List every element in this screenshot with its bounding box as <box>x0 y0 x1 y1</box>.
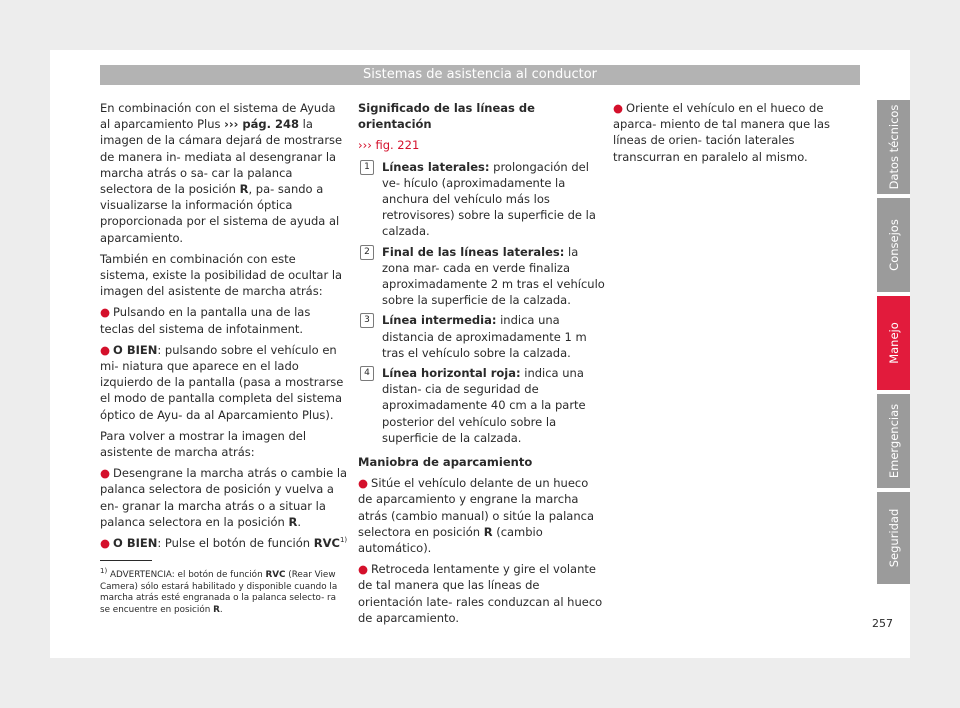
paragraph-show-image: Para volver a mostrar la imagen del asistente de marcha atrás: <box>100 428 307 460</box>
column-1 <box>100 100 348 556</box>
bullet-icon: ● <box>358 476 369 491</box>
numbered-item: 4 Línea horizontal roja: indica una distan- cia de seguridad de aproximadamente 40 cm a la parte posterior del vehículo sobre la superficie de la calzada. <box>358 365 606 446</box>
footnote-divider <box>100 560 152 561</box>
paragraph-hide-image: También en combinación con este sistema, existe la posibilidad de ocultar la imagen del asistente de marcha atrás: <box>100 251 343 299</box>
list-item: ● Pulsando en la pantalla una de las teclas del sistema de infotainment. <box>100 305 311 336</box>
number-badge: 4 <box>360 366 374 381</box>
heading-orientation-lines: Significado de las líneas de orientación <box>358 101 535 132</box>
figure-ref-link[interactable]: fig. 221 <box>371 138 420 153</box>
paragraph-intro: En combinación con el sistema de Ayuda al aparcamiento Plus ››› pág. 248 la imagen de la cámara dejará de mostrarse de manera in- mediata al desengranar la marcha atrás o sa- car la palanca selectora de la posición R, pa- sando a visualizarse la información óptica proporcionada por el sistema de ayuda al aparcamiento. <box>100 101 343 245</box>
footnote: $^{1)}$ ADVERTENCIA: el botón de función RVC (Rear View Camera) sólo estará habilitado y disponible cuando la marcha atrás esté engranada o la palanca selecto- ra se encuentre en posición R. <box>100 567 338 615</box>
column-3 <box>613 100 861 170</box>
bullet-icon: ● <box>100 342 111 357</box>
list-item: ● O BIEN: pulsando sobre el vehículo en mi- niatura que aparece en el lado izquierdo de la pantalla (pasa a mostrarse el modo de pantalla completa del sistema óptico de Ayu- da al Aparcamiento Plus). <box>100 342 344 422</box>
numbered-item: 1 Líneas laterales: prolongación del ve- hículo (aproximadamente la anchura del vehículo más los retrovisores) sobre la superficie de la calzada. <box>358 159 606 240</box>
bullet-icon: ● <box>613 101 624 115</box>
list-item: ● Sitúe el vehículo delante de un hueco de aparcamiento y engrane la marcha atrás (cambio manual) o sitúe la palanca selectora en posición R (cambio automático). <box>358 476 594 556</box>
page-number: 257 <box>872 617 893 630</box>
page-ref-link[interactable]: pág. 248 <box>238 117 299 132</box>
number-badge: 3 <box>360 313 374 328</box>
tab-emergencias[interactable]: Emergencias <box>877 394 910 488</box>
list-item: ● Oriente el vehículo en el hueco de aparca- miento de tal manera que las líneas de orien- tación laterales transcurran en paralelo al mismo. <box>613 101 831 164</box>
tab-consejos[interactable]: Consejos <box>877 198 910 292</box>
tab-datos-tecnicos[interactable]: Datos técnicos <box>877 100 910 194</box>
figure-ref-arrow: ››› <box>358 138 372 153</box>
section-header: Sistemas de asistencia al conductor <box>100 65 860 85</box>
heading-parking-maneuver: Maniobra de aparcamiento <box>358 455 533 470</box>
list-item: ● Retroceda lentamente y gire el volante de tal manera que las líneas de orientación late- rales conduzcan al hueco de aparcamiento. <box>358 562 603 625</box>
list-item: ● O BIEN: Pulse el botón de función RVC$^{1)}$ <box>100 536 348 551</box>
bullet-icon: ● <box>358 562 369 577</box>
numbered-item: 3 Línea intermedia: indica una distancia de aproximadamente 1 m tras el vehículo sobre la calzada. <box>358 312 606 361</box>
list-item: ● Desengrane la marcha atrás o cambie la palanca selectora de posición y vuelva a en- granar la marcha atrás o a situar la palanca selectora en la posición R. <box>100 466 348 529</box>
figure-ref <box>358 137 606 153</box>
number-badge: 2 <box>360 245 374 260</box>
bullet-icon: ● <box>100 536 111 551</box>
numbered-item: 2 Final de las líneas laterales: la zona mar- cada en verde finaliza aproximadamente 2 m tras el vehículo sobre la superficie de la calzada. <box>358 244 606 309</box>
number-badge: 1 <box>360 160 374 175</box>
tab-seguridad[interactable]: Seguridad <box>877 492 910 584</box>
tab-manejo[interactable]: Manejo <box>877 296 910 390</box>
column-2 <box>358 100 606 631</box>
page-ref-arrow: ››› <box>224 117 239 132</box>
bullet-icon: ● <box>100 466 111 481</box>
footnote-marker: 1) <box>339 536 348 545</box>
bullet-icon: ● <box>100 305 111 320</box>
